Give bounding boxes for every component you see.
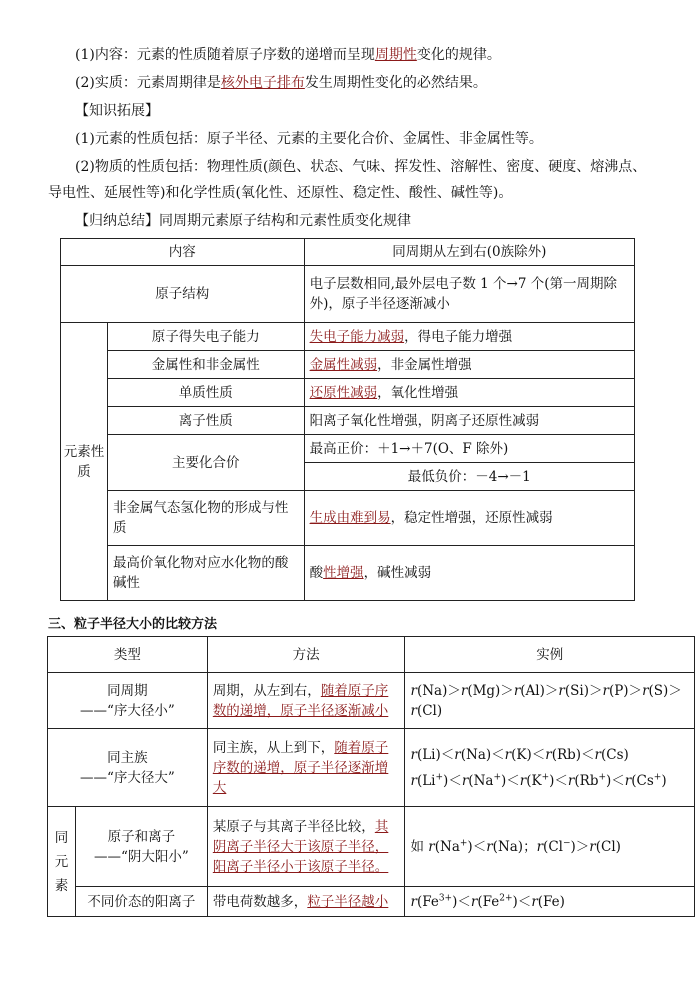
row1-example: r(Na)＞r(Mg)＞r(Al)＞r(Si)＞r(P)＞r(S)＞r(Cl) (405, 673, 695, 729)
row-valence-max: 最高正价：＋1→＋7(O、F 除外) (304, 435, 634, 463)
row-electron-ability-value: 失电子能力减弱，得电子能力增强 (304, 323, 634, 351)
intro-line-content: (1)内容：元素的性质随着原子序数的递增而呈现周期性变化的规律。 (75, 47, 501, 63)
atom-structure-value: 电子层数相同,最外层电子数 1 个→7 个(第一周期除外)，原子半径逐渐减小 (304, 266, 634, 323)
element-properties-label: 元素性质 (61, 323, 108, 601)
summary-title: 【归纳总结】同周期元素原子结构和元素性质变化规律 (75, 213, 411, 229)
row-valence-min: 最低负价：－4→－1 (304, 463, 634, 491)
highlight-electron-config: 核外电子排布 (220, 75, 305, 91)
header-content: 内容 (61, 239, 305, 266)
row-oxide-value: 酸性增强，碱性减弱 (304, 546, 634, 601)
row3-example: 如 r(Na+)＜r(Na)；r(Cl−)＞r(Cl) (405, 807, 695, 887)
row-valence-label: 主要化合价 (107, 435, 304, 491)
row-metallicity-label: 金属性和非金属性 (107, 351, 304, 379)
row-ion-value: 阳离子氧化性增强，阴离子还原性减弱 (304, 407, 634, 435)
knowledge-extension-title: 【知识拓展】 (75, 103, 159, 119)
row-oxide-label: 最高价氧化物对应水化物的酸碱性 (107, 546, 304, 601)
row-electron-ability-label: 原子得失电子能力 (107, 323, 304, 351)
periodic-trend-table (60, 238, 635, 601)
header-trend: 同周期从左到右(0族除外) (304, 239, 634, 266)
row4-example: $r(Fe^{3+})<r(Fe^{2+})<r(Fe)$ (405, 887, 695, 917)
row2-method: 同主族，从上到下，随着原子序数的递增，原子半径逐渐增大 (207, 729, 405, 807)
row3-method: 某原子与其离子半径比较，其阴离子半径大于该原子半径，阳离子半径小于该原子半径。 (207, 807, 405, 887)
row-elemental-label: 单质性质 (107, 379, 304, 407)
row2-type: 同主族 ——“序大径大” (48, 729, 208, 807)
extension-item-2a: (2)物质的性质包括：物理性质(颜色、状态、气味、挥发性、溶解性、密度、硬度、熔沸点、 (75, 159, 647, 175)
row4-method: 带电荷数越多，粒子半径越小 (207, 887, 405, 917)
extension-item-2b: 导电性、延展性等)和化学性质(氧化性、还原性、稳定性、酸性、碱性等)。 (48, 185, 513, 201)
header-example: 实例 (405, 637, 695, 673)
row1-method: 周期，从左到右，随着原子序数的递增，原子半径逐渐减小 (207, 673, 405, 729)
row-elemental-value: 还原性减弱，氧化性增强 (304, 379, 634, 407)
row3-type: 原子和离子 ——“阴大阳小” (75, 807, 207, 887)
atom-structure-label: 原子结构 (61, 266, 305, 323)
same-element-label: 同元素 (48, 807, 76, 917)
intro-line-essence: (2)实质：元素周期律是核外电子排布发生周期性变化的必然结果。 (75, 75, 487, 91)
radius-comparison-table (47, 636, 695, 917)
row1-type: 同周期 ——“序大径小” (48, 673, 208, 729)
row2-example: r(Li)＜r(Na)＜r(K)＜r(Rb)＜r(Cs) r(Li+)＜r(Na+)＜r(K+)＜r(Rb+)＜r(Cs+) (405, 729, 695, 807)
header-type: 类型 (48, 637, 208, 673)
row-ion-label: 离子性质 (107, 407, 304, 435)
row-metallicity-value: 金属性减弱，非金属性增强 (304, 351, 634, 379)
header-method: 方法 (207, 637, 405, 673)
highlight-periodic: 周期性 (374, 47, 417, 63)
section3-title: 三、粒子半径大小的比较方法 (48, 617, 218, 632)
row4-type: 不同价态的阳离子 (75, 887, 207, 917)
row-hydride-label: 非金属气态氢化物的形成与性质 (107, 491, 304, 546)
extension-item-1: (1)元素的性质包括：原子半径、元素的主要化合价、金属性、非金属性等。 (75, 131, 543, 147)
row-hydride-value: 生成由难到易，稳定性增强，还原性减弱 (304, 491, 634, 546)
